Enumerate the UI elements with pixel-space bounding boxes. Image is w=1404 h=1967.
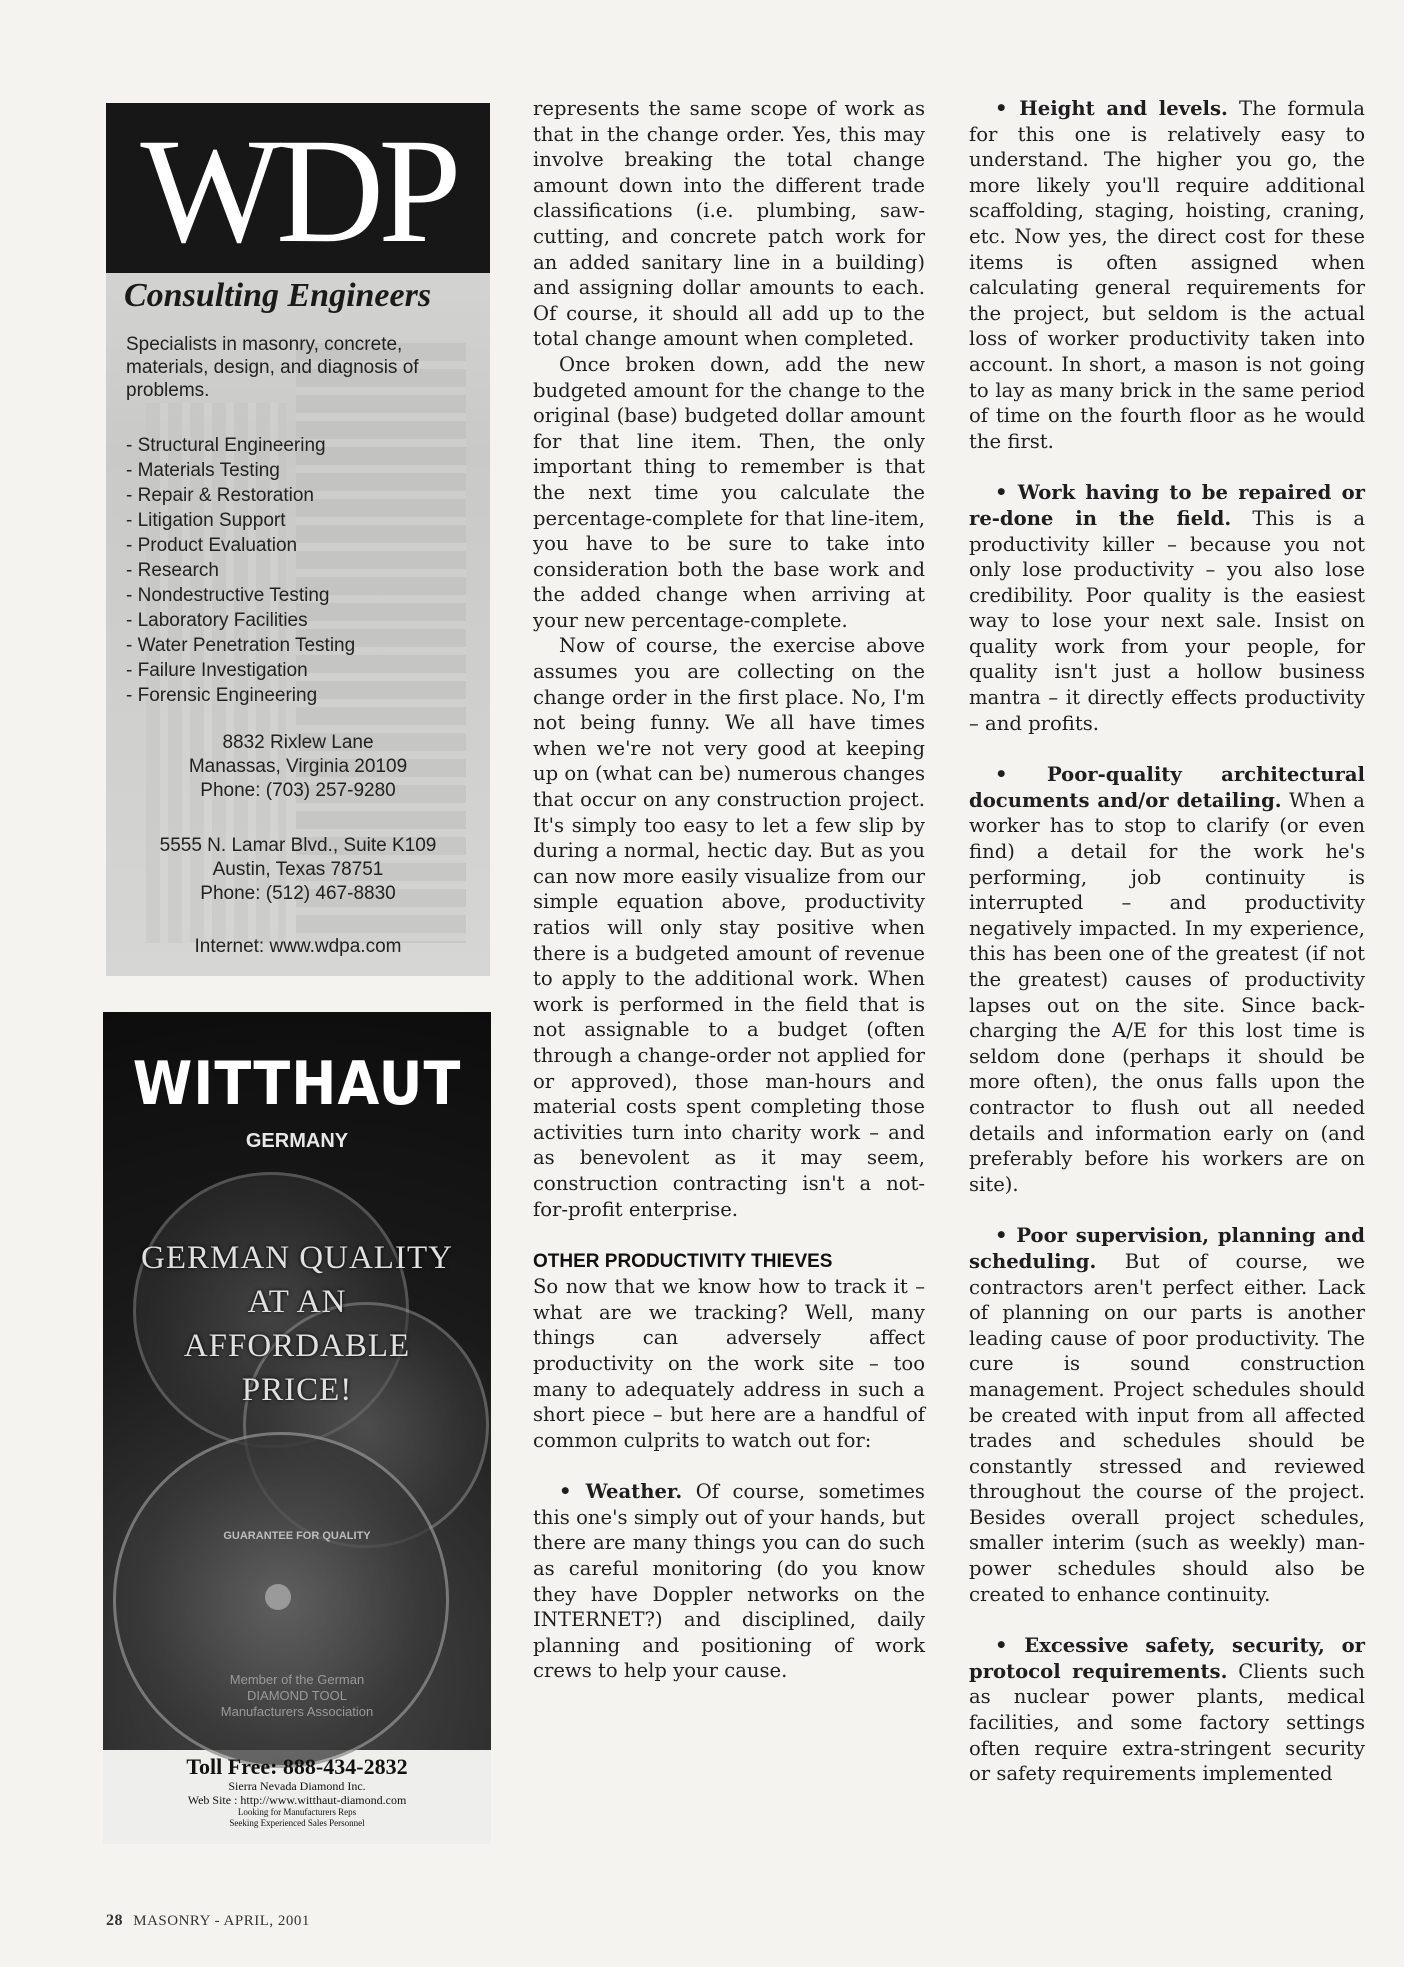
bullet-documents (969, 762, 1365, 1197)
wdp-intro: Specialists in masonry, concrete, materials, design, and diagnosis of problems. (126, 334, 419, 401)
wdp-subtitle: Consulting Engineers (124, 277, 432, 314)
wdp-services-list (126, 433, 355, 708)
bullet-lead: • Poor supervision, planning and scheduling. (969, 1224, 1365, 1273)
page-number: 28 (106, 1912, 123, 1929)
service-item: - Water Penetration Testing (126, 633, 355, 658)
headline-line: AFFORDABLE (183, 1328, 411, 1364)
paragraph: Once broken down, add the new budgeted amount for the change to the original (base) budgeted dollar amount for that line item. Then, the only important thing to remember is that the next time you calculate the percentage-complete for that line-item, you have to be sure to take into consideration both the base work and the added change when arriving at your new percentage-complete. (533, 352, 925, 632)
witthaut-contact (103, 1755, 491, 1829)
bullet-supervision (969, 1223, 1365, 1607)
toll-free-number: Toll Free: 888-434-2832 (186, 1754, 408, 1779)
reps-note: Looking for Manufacturers Reps (237, 1807, 357, 1817)
article-column-right (969, 96, 1365, 1787)
publication-line: MASONRY - APRIL, 2001 (133, 1913, 310, 1929)
member-line: DIAMOND TOOL (247, 1688, 347, 1703)
wdp-logo: WDP (140, 108, 456, 274)
bullet-lead: • Height and levels. (995, 97, 1228, 120)
member-note (103, 1672, 491, 1720)
office-city: Manassas, Virginia 20109 (188, 756, 408, 777)
witthaut-advertisement (103, 1012, 491, 1844)
office-phone: Phone: (512) 467-8830 (200, 883, 396, 904)
headline-line: GERMAN QUALITY (141, 1240, 453, 1276)
headline-line: AT AN (247, 1284, 347, 1320)
bullet-weather (533, 1479, 925, 1684)
office-street: 8832 Rixlew Lane (222, 732, 374, 753)
bullet-lead: • Weather. (559, 1480, 683, 1504)
office-phone: Phone: (703) 257-9280 (200, 780, 396, 801)
service-item: - Laboratory Facilities (126, 608, 355, 633)
company-name: Sierra Nevada Diamond Inc. (228, 1779, 366, 1793)
blade-hub (265, 1584, 291, 1610)
bullet-lead: • Work having to be repaired or re-done in the field. (969, 481, 1365, 530)
wdp-advertisement (106, 103, 490, 976)
bullet-text: Of course, sometimes this one's simply out of your hands, but there are many things you can do such as careful monitoring (do you know they have Doppler networks on the INTERNET?) and disciplined, daily planning and positioning of work crews to help your cause. (533, 1480, 925, 1683)
paragraph: Now of course, the exercise above assumes you are collecting on the change order in the first place. No, I'm not being funny. We all have times when we're not very good at keeping up on (what can be) numerous changes that occur on any construction project. It's simply too easy to let a few slip by during a normal, hectic day. But as you can now more easily visualize from our simple equation above, productivity ratios will only stay positive when there is a budgeted amount of revenue to apply to the additional work. When work is performed in the field that is not assignable to a budget (often through a change-order not applied for or approved), those man-hours and material costs spent completing those activities turn into charity work – and as benevolent as it may seem, construction contracting isn't a not-for-profit enterprise. (533, 634, 925, 1221)
page-footer (106, 1912, 310, 1930)
guarantee-label: GUARANTEE FOR QUALITY (223, 1530, 371, 1542)
office-city: Austin, Texas 78751 (212, 859, 384, 880)
bullet-text: The formula for this one is relatively easy to understand. The higher you go, the more likely you'll require additional scaffolding, staging, hoisting, craning, etc. Now yes, the direct cost for these items is often assigned when calculating general requirements for the project, but seldom is the actual loss of worker productivity taken into account. In short, a mason is not going to lay as many brick in the same period of time on the fourth floor as he would the first. (969, 97, 1365, 453)
section-heading: OTHER PRODUCTIVITY THIEVES (533, 1251, 833, 1273)
witthaut-logo: WITTHAUT (132, 1048, 462, 1119)
bullet-height (969, 96, 1365, 454)
office-street: 5555 N. Lamar Blvd., Suite K109 (159, 835, 437, 856)
service-item: - Structural Engineering (126, 433, 355, 458)
service-item: - Research (126, 558, 355, 583)
service-item: - Nondestructive Testing (126, 583, 355, 608)
office-texas (106, 834, 490, 906)
bullet-text: When a worker has to stop to clarify (or even find) a detail for the work he's performing, job continuity is interrupted – and productivity negatively impacted. In my experience, this has been one of the greatest (if not the greatest) causes of productivity lapses out on the site. Since back-charging the A/E for this lost time is seldom done (perhaps it should be more often), the onus falls upon the contractor to flush out all needed details and information early on (and preferably before his workers are on site). (969, 788, 1365, 1196)
sales-note: Seeking Experienced Sales Personnel (229, 1818, 365, 1828)
article-column-middle (533, 96, 925, 1684)
bullet-text: But of course, we contractors aren't perfect either. Lack of planning on our parts is another leading cause of poor productivity. The cure is sound construction management. Project schedules should be created with input from all affected trades and schedules should be constantly stressed and reviewed throughout the course of the project. Besides overall project schedules, smaller interim (such as weekly) man-power schedules should also be created to enhance continuity. (969, 1249, 1365, 1606)
bullet-safety (969, 1633, 1365, 1787)
bullet-repair (969, 480, 1365, 736)
service-item: - Failure Investigation (126, 658, 355, 683)
bullet-lead: • Poor-quality architectural documents and/or detailing. (969, 763, 1365, 812)
service-item: - Litigation Support (126, 508, 355, 533)
bullet-lead: • Excessive safety, security, or protocol requirements. (969, 1634, 1365, 1683)
service-item: - Repair & Restoration (126, 483, 355, 508)
headline-line: PRICE! (241, 1372, 353, 1408)
wdp-logo-box (106, 103, 490, 273)
paragraph: So now that we know how to track it – what are we tracking? Well, many things can adversely affect productivity on the work site – too many to adequately address in such a short piece – but here are a handful of common culprits to watch out for: (533, 1275, 925, 1452)
paragraph: represents the same scope of work as that in the change order. Yes, this may involve breaking the total change amount down into the different trade classifications (i.e. plumbing, saw-cutting, and concrete patch work for an added sanitary line in a building) and assigning dollar amounts to each. Of course, it should all add up to the total change amount when completed. (533, 97, 925, 351)
bullet-text: Clients such as nuclear power plants, medical facilities, and some factory settings often require extra-stringent security or safety requirements implemented (969, 1659, 1365, 1786)
office-virginia (106, 731, 490, 803)
bullet-text: This is a productivity killer – because you not only lose productivity – you also lose credibility. Poor quality is the easiest way to lose your next sale. Insist on quality work from your people, for quality isn't just a hollow business mantra – it directly effects productivity – and profits. (969, 506, 1366, 735)
service-item: - Forensic Engineering (126, 683, 355, 708)
wdp-internet: Internet: www.wdpa.com (194, 936, 402, 957)
member-line: Member of the German (229, 1672, 365, 1687)
service-item: - Product Evaluation (126, 533, 355, 558)
website: Web Site : http://www.witthaut-diamond.com (187, 1793, 407, 1807)
service-item: - Materials Testing (126, 458, 355, 483)
witthaut-country: GERMANY (245, 1130, 349, 1152)
witthaut-headline (103, 1236, 491, 1412)
member-line: Manufacturers Association (220, 1704, 374, 1719)
